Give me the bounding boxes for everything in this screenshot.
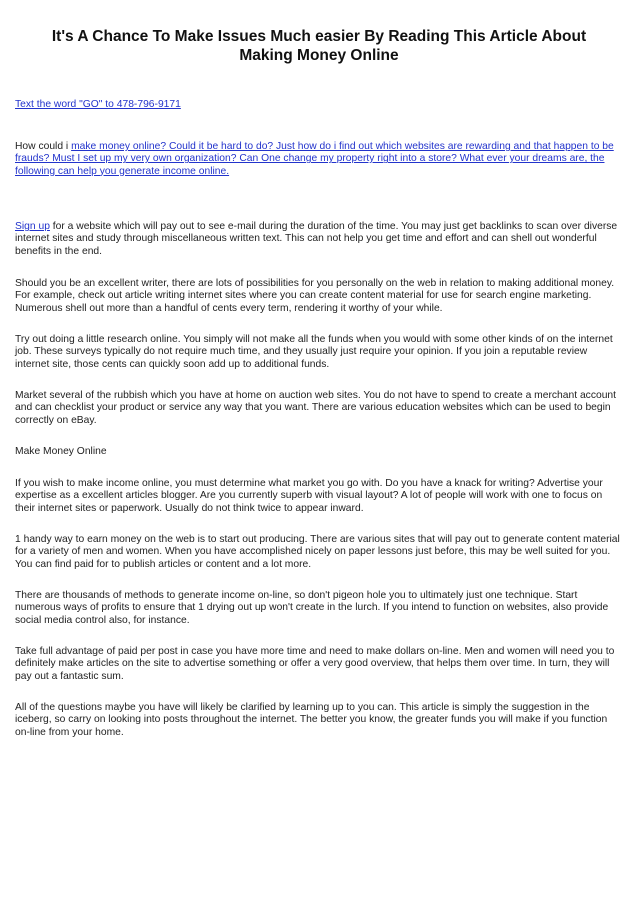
make-money-online-link[interactable]: make money online? Could it be hard to do? Just how do i find out which websites are rewarding and that happen to be frauds? Must I set up my very own organization? Can One change my property right into a store? What ever your dreams are, the following can help you generate income online.: [15, 141, 614, 177]
paragraph-sign-up-text: for a website which will pay out to see e-mail during the duration of the time. You may just get backlinks to scan over diverse internet sites and study through miscellaneous written text. This can not help you get time and effort and can shell out wonderful benefits in the end.: [15, 221, 618, 257]
paragraph-paid-per-post: Take full advantage of paid per post in case you have more time and need to make dollars on-line. Men and women will need you to definitely make articles on the site to advertise something or offer a very good overview, that helps them over time. In turn, they will pay out a fantastic sum.: [15, 646, 615, 682]
paragraph-methods: There are thousands of methods to generate income on-line, so don't pigeon hole you to ultimately just one technique. Start numerous ways of profits to ensure that 1 drying out up won't create in the lurch. If you intend to function on websites, also provide social media control also, for instance.: [15, 590, 609, 626]
paragraph-market: If you wish to make income online, you must determine what market you go with. Do you have a knack for writing? Advertise your expertise as a excellent articles blogger. Are you currently superb with visual layout? A lot of people will work with one to focus on their internet sites or paperwork. Usually do not think twice to appear inward.: [15, 478, 603, 514]
paragraph-writer: Should you be an excellent writer, there are lots of possibilities for you personally on the web in relation to making additional money. For example, check out article writing internet sites where you can create content material for use for search engine marketing. Numerous shell out more than a handful of cents every term, rendering it worthy of your while.: [15, 278, 615, 314]
article-title: It's A Chance To Make Issues Much easier By Reading This Article About Making Money Online: [51, 28, 587, 64]
paragraph-writing: 1 handy way to earn money on the web is to start out producing. There are various sites that will pay out to generate content material for a variety of men and women. When you have accomplished nicely on paper lessons just before, this may be well suited for you. You can find paid for to publish articles or content and a lot more.: [15, 534, 620, 570]
paragraph-questions-lead: How could i: [15, 141, 72, 152]
text-go-link[interactable]: Text the word "GO" to 478-796-9171: [15, 99, 181, 110]
paragraph-questions-clarified: All of the questions maybe you have will likely be clarified by learning up to you can. This article is simply the suggestion in the iceberg, so carry on looking into posts throughout the internet. The better you know, the greater funds you will make if you function on-line from your home.: [15, 702, 608, 738]
intro-link-paragraph: [15, 99, 623, 111]
paragraph-sign-up: [15, 221, 623, 258]
section-heading-make-money-online: Make Money Online: [15, 446, 107, 457]
paragraph-questions: [15, 141, 623, 178]
document-page: [15, 0, 623, 738]
paragraph-research: Try out doing a little research online. You simply will not make all the funds when you would with some other kinds of on the internet job. These surveys typically do not require much time, and they usually just require your opinion. If you join a reputable review internet site, those cents can quickly soon add up to additional funds.: [15, 334, 613, 370]
sign-up-link[interactable]: Sign up: [15, 221, 50, 232]
paragraph-auction: Market several of the rubbish which you have at home on auction web sites. You do not have to spend to create a merchant account and can checklist your product or service any way that you want. There are various education websites which can be used to begin correctly on eBay.: [15, 390, 617, 426]
